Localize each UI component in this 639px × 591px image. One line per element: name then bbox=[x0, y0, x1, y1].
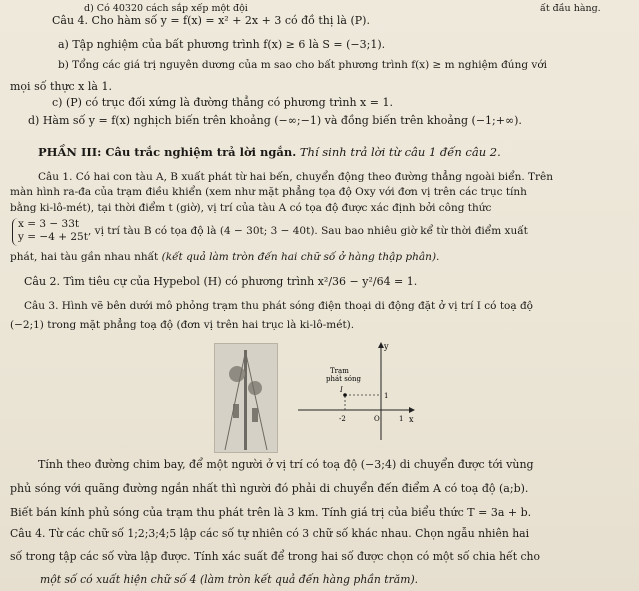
text-cau4-b: b) Tổng các giá trị nguyên dương của m sao cho bất phương trình f(x) ≥ m nghiệm đúng với bbox=[58, 59, 547, 71]
graph-tram-label: Trạm bbox=[330, 367, 349, 375]
text-cau4-b-cont: mọi số thực x là 1. bbox=[10, 80, 112, 93]
graph-y-label: y bbox=[384, 342, 389, 351]
text-top-d: d) Có 40320 cách sắp xếp một đội bbox=[84, 3, 248, 14]
text-q3-l1: Câu 3. Hình vẽ bên dưới mô phỏng trạm thu phát sóng điện thoại di động đặt ở vị trí I có toạ độ bbox=[24, 300, 533, 312]
part3-heading-line bbox=[38, 145, 501, 159]
text-q1-l4: , vị trí tàu B có tọa độ là (4 − 30t; 3 − 40t). Sau bao nhiêu giờ kể từ thời điểm xuất bbox=[88, 225, 528, 237]
graph-tick-1x: 1 bbox=[399, 415, 404, 423]
text-q1-l3: bằng ki-lô-mét), tại thời điểm t (giờ), vị trí của tàu A có tọa độ được xác định bởi công thức bbox=[10, 202, 492, 214]
text-cau4-a: a) Tập nghiệm của bất phương trình f(x) ≥ 6 là S = (−3;1). bbox=[58, 38, 386, 51]
text-q1-l5-ital: (kết quả làm tròn đến hai chữ số ở hàng thập phân). bbox=[161, 251, 440, 263]
tower-illustration-icon bbox=[215, 344, 277, 452]
text-q1-l1: Câu 1. Có hai con tàu A, B xuất phát từ hai bến, chuyển động theo đường thẳng ngoài biển. Trên bbox=[38, 171, 554, 183]
coordinate-graph bbox=[296, 340, 416, 450]
text-cau4-c: c) (P) có trục đối xứng là đường thẳng có phương trình x = 1. bbox=[52, 96, 393, 109]
part3-note: Thí sinh trả lời từ câu 1 đến câu 2. bbox=[299, 145, 501, 159]
text-q3-l2: (−2;1) trong mặt phẳng toạ độ (đơn vị trên hai trục là ki-lô-mét). bbox=[10, 319, 355, 331]
point-I-marker bbox=[343, 393, 347, 397]
text-q2: Câu 2. Tìm tiêu cự của Hypebol (H) có phương trình x²/36 − y²/64 = 1. bbox=[24, 275, 418, 288]
text-q3-l3: Tính theo đường chim bay, để một người ở vị trí có toạ độ (−3;4) di chuyển được tới vùng bbox=[38, 458, 534, 471]
text-q4-l3: một số có xuất hiện chữ số 4 (làm tròn kết quả đến hàng phần trăm). bbox=[40, 573, 419, 586]
graph-x-label: x bbox=[409, 415, 414, 424]
text-q1-l5-plain: phát, hai tàu gần nhau nhất bbox=[10, 251, 159, 263]
graph-tick-neg2: -2 bbox=[339, 415, 346, 423]
system-eq1: x = 3 − 33t bbox=[18, 218, 80, 230]
text-cau4-intro: Câu 4. Cho hàm số y = f(x) = x² + 2x + 3 có đồ thị là (P). bbox=[52, 14, 370, 27]
graph-point-I-label: I bbox=[340, 386, 343, 394]
text-cau4-d: d) Hàm số y = f(x) nghịch biến trên khoảng (−∞;−1) và đồng biến trên khoảng (−1;+∞). bbox=[28, 114, 522, 127]
graph-origin-label: O bbox=[374, 415, 380, 423]
text-side-fragment: ất đầu hàng. bbox=[540, 3, 601, 14]
text-q3-l4: phủ sóng với quãng đường ngắn nhất thì người đó phải di chuyển đến điểm A có toạ độ (a;b). bbox=[10, 482, 529, 495]
text-q4-l2: số trong tập các số vừa lập được. Tính xác suất để trong hai số được chọn có một số chia hết cho bbox=[10, 550, 540, 563]
text-q1-l2: màn hình ra-đa của trạm điều khiển (xem như mặt phẳng tọa độ Oxy với đơn vị trên các trục tính bbox=[10, 186, 527, 198]
part3-heading: PHẦN III: Câu trắc nghiệm trả lời ngắn. bbox=[38, 145, 297, 159]
tower-photo bbox=[214, 343, 278, 453]
system-eq2: y = −4 + 25t bbox=[18, 231, 88, 243]
text-q3-l5: Biết bán kính phủ sóng của trạm thu phát trên là 3 km. Tính giá trị của biểu thức T = 3a + b. bbox=[10, 506, 532, 519]
text-q1-l5 bbox=[10, 250, 439, 264]
graph-phatsong-label: phát sóng bbox=[326, 375, 361, 383]
graph-tick-1y: 1 bbox=[384, 392, 389, 400]
text-q4-l1: Câu 4. Từ các chữ số 1;2;3;4;5 lập các số tự nhiên có 3 chữ số khác nhau. Chọn ngẫu nhiên hai bbox=[10, 527, 530, 540]
